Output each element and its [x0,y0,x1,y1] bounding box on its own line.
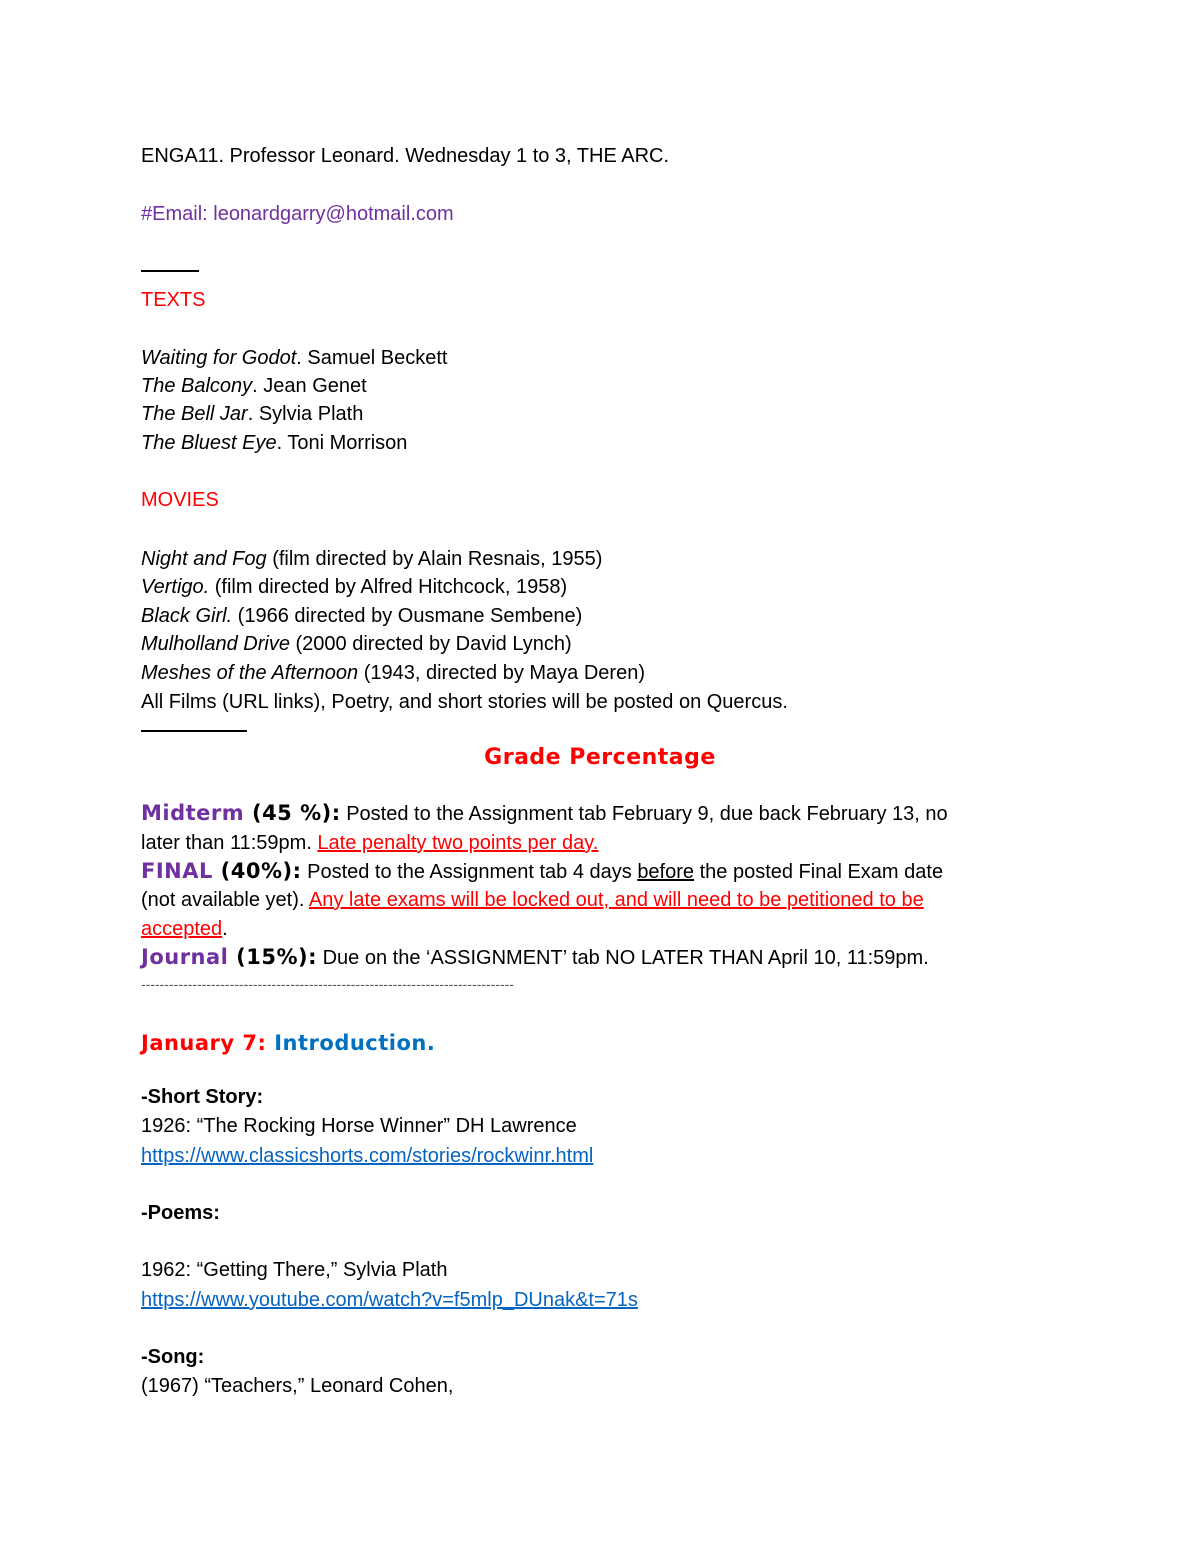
final-before: before [637,861,695,883]
movie-details: (2000 directed by David Lynch) [289,633,572,655]
text-title: The Bluest Eye [141,432,277,454]
text-item [141,372,367,400]
movie-title: Black Girl. [141,605,233,627]
movie-item [141,602,582,630]
midterm-line-1 [141,799,948,828]
divider-rule [141,270,199,272]
texts-heading: TEXTS [141,289,206,311]
email-line: #Email: leonardgarry@hotmail.com [141,203,454,225]
midterm-label: Midterm [141,801,245,825]
poem-item: 1962: “Getting There,” Sylvia Plath [141,1259,448,1281]
final-label: FINAL [141,859,213,883]
movie-details: (film directed by Alain Resnais, 1955) [266,548,603,570]
movie-details: (film directed by Alfred Hitchcock, 1958) [209,576,568,598]
text-title: The Balcony [141,375,253,397]
text-author: . Samuel Beckett [296,347,448,369]
final-warning: Any late exams will be locked out, and will need to be petitioned to be [308,889,924,911]
song-label: -Song: [141,1346,205,1368]
final-end: . [222,918,228,940]
text-author: . Jean Genet [252,375,367,397]
final-text: Posted to the Assignment tab 4 days [301,861,638,883]
movie-title: Meshes of the Afternoon [141,662,359,684]
final-line-3 [141,915,228,943]
dashed-divider: -------------------------------------------------------------------------------- [141,976,514,992]
movie-title: Night and Fog [141,548,267,570]
week1-heading [141,1028,435,1059]
movie-title: Mulholland Drive [141,633,290,655]
text-author: . Sylvia Plath [247,403,364,425]
text-item [141,429,407,457]
course-line: ENGA11. Professor Leonard. Wednesday 1 to 3, THE ARC. [141,145,670,167]
text-item [141,400,363,428]
short-story-label: -Short Story: [141,1086,264,1108]
movies-note: All Films (URL links), Poetry, and short stories will be posted on Quercus. [141,691,788,713]
movie-item [141,573,567,601]
midterm-text: Posted to the Assignment tab February 9, due back February 13, no [340,803,948,825]
week1-date: January 7: [141,1031,267,1055]
final-line-1 [141,857,943,886]
final-warning: accepted [141,918,223,940]
text-title: Waiting for Godot [141,347,297,369]
text-item [141,344,447,372]
text-author: . Toni Morrison [276,432,408,454]
movie-item [141,545,602,573]
short-story-link[interactable]: https://www.classicshorts.com/stories/rockwinr.html [141,1145,594,1167]
movie-details: (1966 directed by Ousmane Sembene) [232,605,583,627]
poems-label: -Poems: [141,1202,220,1224]
final-percent: (40%): [212,859,302,883]
final-line-2 [141,886,924,914]
journal-percent: (15%): [228,945,318,969]
midterm-percent: (45 %): [244,801,341,825]
final-text: the posted Final Exam date [694,861,944,883]
divider-rule [141,730,247,732]
poem-link[interactable]: https://www.youtube.com/watch?v=f5mlp_DUnak&t=71s [141,1289,638,1311]
midterm-line-2 [141,829,598,857]
grade-percentage-heading: Grade Percentage [484,745,716,770]
movie-item [141,630,572,658]
journal-label: Journal [141,945,229,969]
final-text: (not available yet). [141,889,309,911]
week1-title: Introduction. [266,1031,436,1055]
journal-line [141,943,929,972]
text-title: The Bell Jar [141,403,248,425]
movie-item [141,659,645,687]
song-item: (1967) “Teachers,” Leonard Cohen, [141,1375,454,1397]
movie-details: (1943, directed by Maya Deren) [358,662,645,684]
short-story-item: 1926: “The Rocking Horse Winner” DH Lawrence [141,1115,577,1137]
movies-heading: MOVIES [141,489,219,511]
midterm-text: later than 11:59pm. [141,832,318,854]
midterm-penalty: Late penalty two points per day. [317,832,599,854]
journal-text: Due on the ‘ASSIGNMENT’ tab NO LATER THAN April 10, 11:59pm. [317,947,929,969]
movie-title: Vertigo. [141,576,210,598]
